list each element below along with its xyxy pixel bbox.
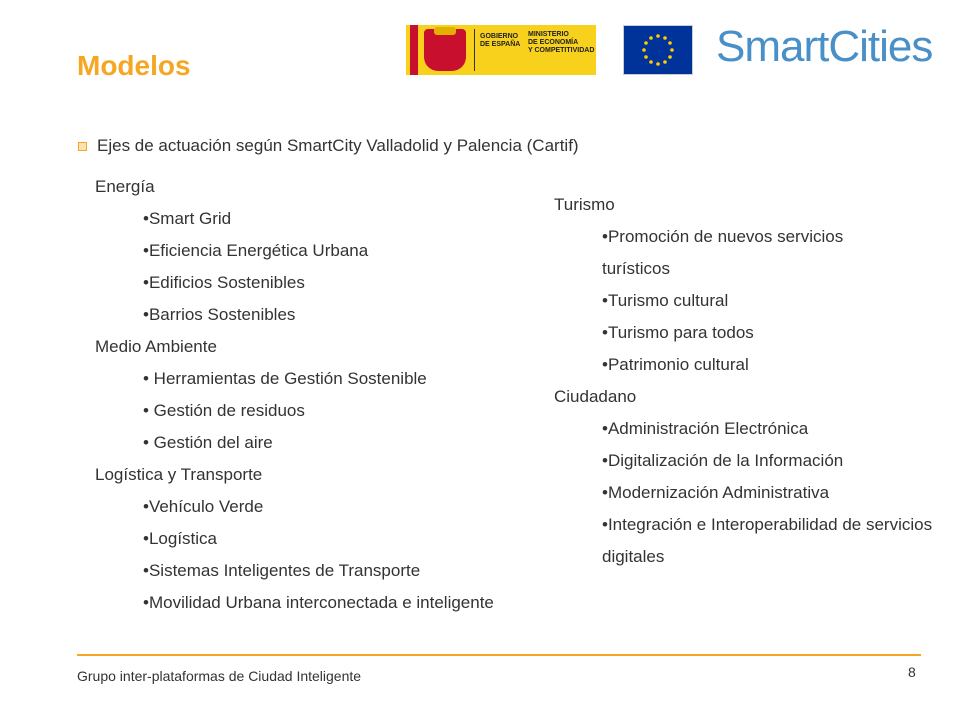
list-item: •Movilidad Urbana interconectada e inteligente: [143, 593, 494, 612]
subtitle-row: [78, 136, 579, 156]
category-label: Ciudadano: [554, 387, 637, 406]
page-number: 8: [908, 664, 916, 680]
coat-of-arms-icon: [424, 29, 466, 71]
list-item: •Logística: [143, 529, 217, 548]
list-item: •Digitalización de la Información: [602, 451, 844, 470]
spain-flag-stripe: [410, 25, 418, 75]
crown-icon: [434, 27, 456, 35]
right-column: [554, 189, 944, 573]
subtitle-text: Ejes de actuación según SmartCity Valladolid y Palencia (Cartif): [97, 136, 579, 155]
eu-flag-logo: [623, 25, 693, 75]
spain-government-logo: [406, 25, 596, 75]
list-item: •Edificios Sostenibles: [143, 273, 305, 292]
list-item: •Turismo cultural: [602, 291, 729, 310]
list-item: •Modernización Administrativa: [602, 483, 830, 502]
logo-separator: [474, 29, 475, 71]
footer-text: Grupo inter-plataformas de Ciudad Inteligente: [77, 668, 362, 684]
square-bullet-icon: [78, 142, 87, 151]
list-item: •Eficiencia Energética Urbana: [143, 241, 369, 260]
list-item: • Gestión de residuos: [143, 401, 305, 420]
list-item: •Turismo para todos: [602, 323, 754, 342]
list-item: • Herramientas de Gestión Sostenible: [143, 369, 427, 388]
list-item: •Patrimonio cultural: [602, 355, 749, 374]
slide-title: Modelos: [77, 50, 191, 81]
list-item: •Vehículo Verde: [143, 497, 264, 516]
spain-logo-text-2: MINISTERIO DE ECONOMÍA Y COMPETITIVIDAD: [528, 31, 595, 54]
list-item: •Smart Grid: [143, 209, 232, 228]
footer-divider: [77, 654, 921, 656]
eu-stars-icon: [624, 26, 692, 74]
list-item: •Barrios Sostenibles: [143, 305, 296, 324]
spain-logo-text-1: GOBIERNO DE ESPAÑA: [480, 33, 521, 48]
category-label: Medio Ambiente: [95, 337, 217, 356]
category-label: Energía: [95, 177, 155, 196]
list-item: •Promoción de nuevos servicios turísticos: [602, 227, 844, 278]
list-item: •Administración Electrónica: [602, 419, 809, 438]
list-item: • Gestión del aire: [143, 433, 273, 452]
left-column: [95, 171, 515, 619]
list-item: •Integración e Interoperabilidad de servicios digitales: [602, 515, 933, 566]
category-label: Logística y Transporte: [95, 465, 263, 484]
smartcities-logo: SmartCities: [716, 22, 933, 71]
category-label: Turismo: [554, 195, 615, 214]
list-item: •Sistemas Inteligentes de Transporte: [143, 561, 421, 580]
